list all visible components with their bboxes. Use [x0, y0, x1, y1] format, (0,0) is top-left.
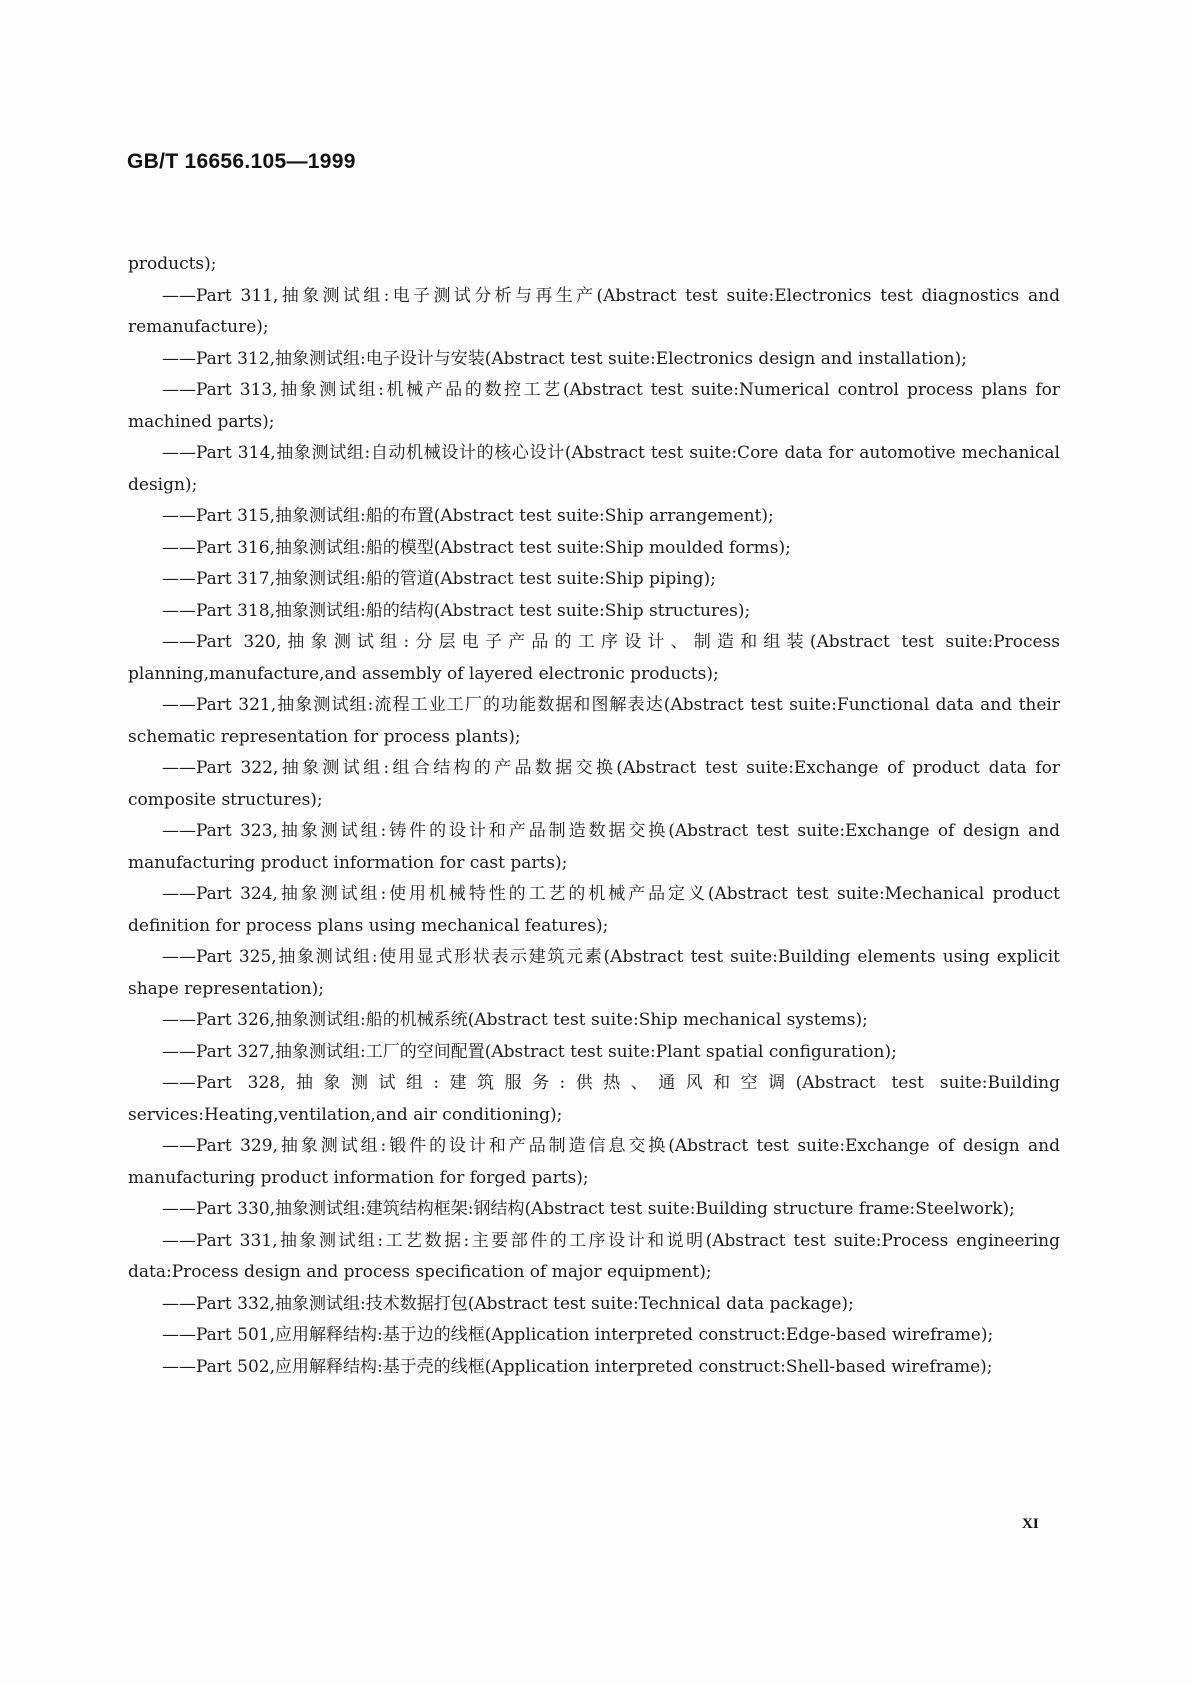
body-text	[128, 249, 1060, 1383]
list-item-part-332: ——Part 332,抽象测试组:技术数据打包(Abstract test suite:Technical data package);	[162, 1293, 854, 1314]
list-item-part-501: ——Part 501,应用解释结构:基于边的线框(Application interpreted construct:Edge-based wireframe);	[162, 1325, 994, 1345]
list-item-part-326: ——Part 326,抽象测试组:船的机械系统(Abstract test suite:Ship mechanical systems);	[162, 1010, 868, 1030]
list-item-part-322: ——Part 322,抽象测试组:组合结构的产品数据交换(Abstract test suite:Exchange of product data for composite structures);	[128, 758, 1060, 810]
list-item-part-314: ——Part 314,抽象测试组:自动机械设计的核心设计(Abstract test suite:Core data for automotive mechanical design);	[128, 443, 1060, 495]
list-item-part-327: ——Part 327,抽象测试组:工厂的空间配置(Abstract test suite:Plant spatial configuration);	[162, 1041, 897, 1062]
list-item-part-320: ——Part 320,抽象测试组:分层电子产品的工序设计、制造和组装(Abstract test suite:Process planning,manufacture,and assembly of layered electronic products);	[128, 632, 1060, 684]
list-item-part-328: ——Part 328,抽象测试组:建筑服务:供热、通风和空调(Abstract test suite:Building services:Heating,ventilation,and air conditioning);	[128, 1073, 1060, 1125]
list-item-part-316: ——Part 316,抽象测试组:船的模型(Abstract test suite:Ship moulded forms);	[162, 537, 791, 558]
list-item-part-311: ——Part 311,抽象测试组:电子测试分析与再生产(Abstract test suite:Electronics test diagnostics and remanufacture);	[128, 285, 1060, 337]
list-item-part-313: ——Part 313,抽象测试组:机械产品的数控工艺(Abstract test suite:Numerical control process plans for machined parts);	[128, 380, 1060, 432]
list-item-part-324: ——Part 324,抽象测试组:使用机械特性的工艺的机械产品定义(Abstract test suite:Mechanical product definition for process plans using mechanical features);	[128, 884, 1060, 936]
document-id-header: GB/T 16656.105—1999	[127, 150, 356, 173]
list-item-part-331: ——Part 331,抽象测试组:工艺数据:主要部件的工序设计和说明(Abstract test suite:Process engineering data:Process design and process specification of major equipment);	[128, 1230, 1060, 1282]
page-number: XI	[1022, 1516, 1039, 1532]
list-item-part-317: ——Part 317,抽象测试组:船的管道(Abstract test suite:Ship piping);	[162, 569, 716, 589]
list-item-part-502: ——Part 502,应用解释结构:基于壳的线框(Application interpreted construct:Shell-based wireframe);	[162, 1356, 993, 1377]
list-item-part-315: ——Part 315,抽象测试组:船的布置(Abstract test suite:Ship arrangement);	[162, 506, 774, 526]
list-item-part-329: ——Part 329,抽象测试组:锻件的设计和产品制造信息交换(Abstract test suite:Exchange of design and manufacturing product information for forged parts);	[128, 1136, 1060, 1188]
list-item-part-318: ——Part 318,抽象测试组:船的结构(Abstract test suite:Ship structures);	[162, 600, 751, 621]
list-item-part-325: ——Part 325,抽象测试组:使用显式形状表示建筑元素(Abstract test suite:Building elements using explicit shape representation);	[128, 947, 1060, 999]
list-item-part-321: ——Part 321,抽象测试组:流程工业工厂的功能数据和图解表达(Abstract test suite:Functional data and their schematic representation for process plants);	[128, 695, 1060, 747]
list-item-part-323: ——Part 323,抽象测试组:铸件的设计和产品制造数据交换(Abstract test suite:Exchange of design and manufacturing product information for cast parts);	[128, 821, 1060, 873]
continuation-line: products);	[128, 254, 217, 274]
list-item-part-312: ——Part 312,抽象测试组:电子设计与安装(Abstract test suite:Electronics design and installation);	[162, 348, 967, 369]
list-item-part-330: ——Part 330,抽象测试组:建筑结构框架:钢结构(Abstract test suite:Building structure frame:Steelwork);	[162, 1199, 1015, 1219]
